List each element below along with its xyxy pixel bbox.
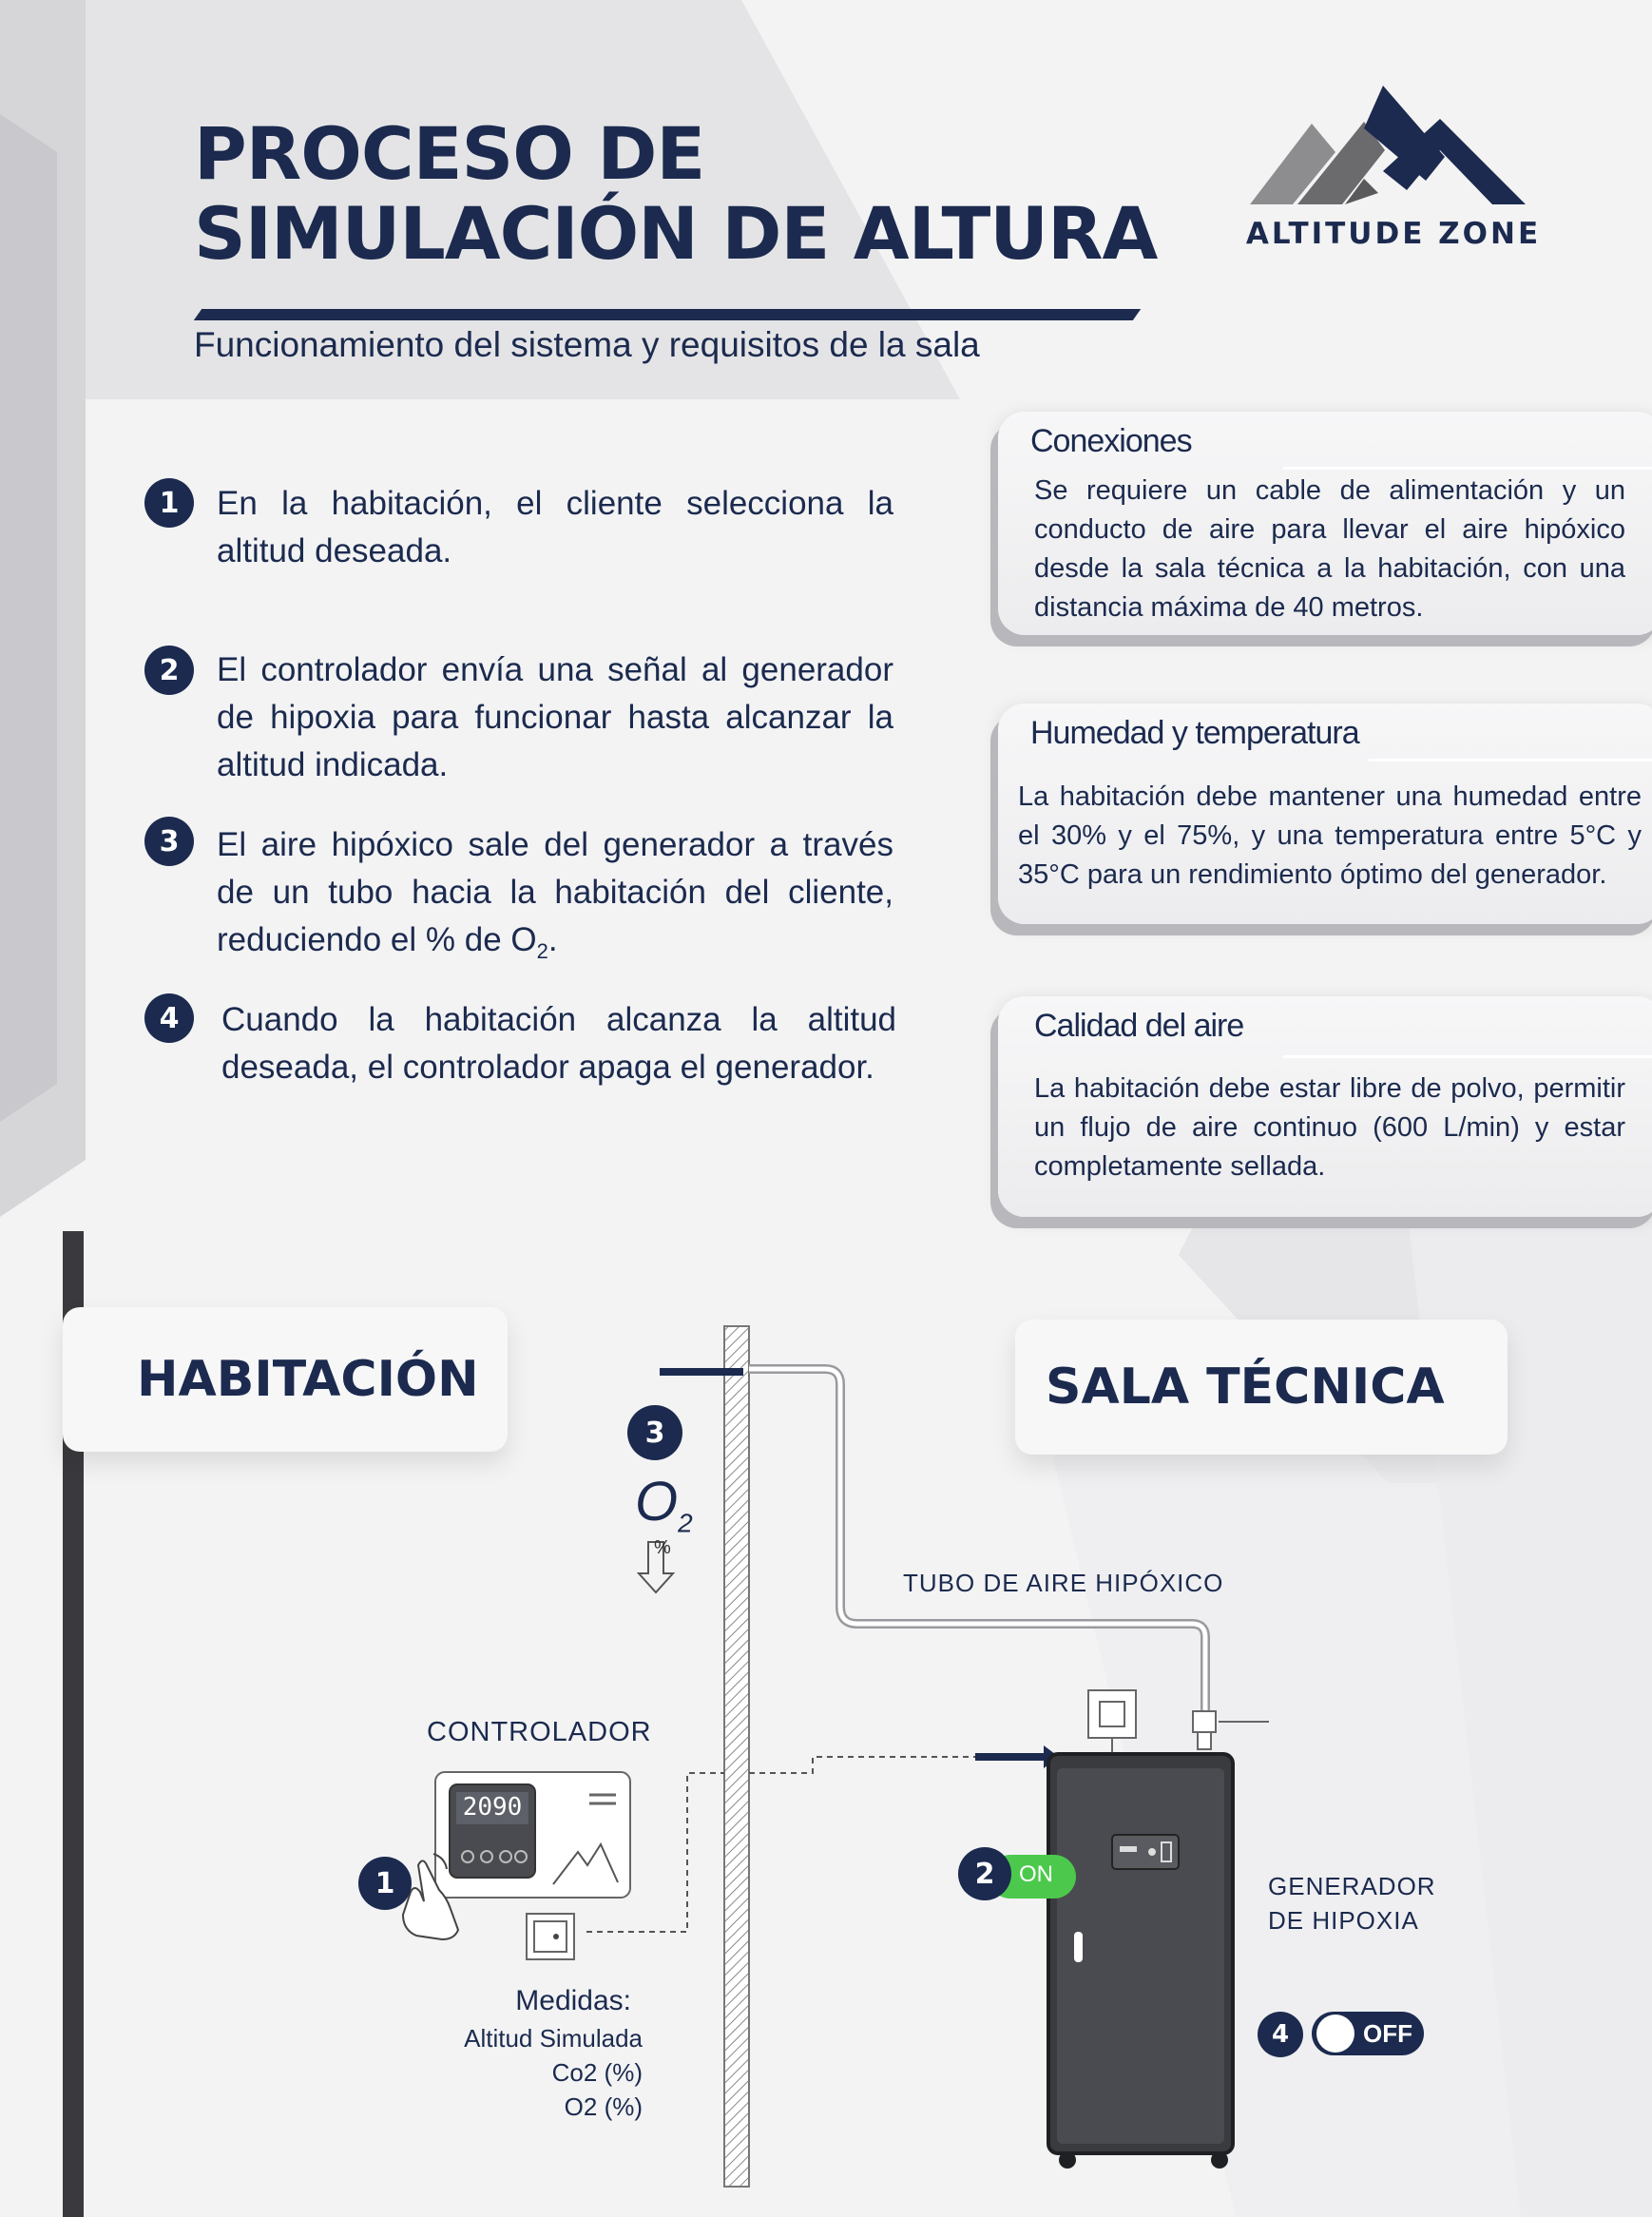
tube-connector — [1193, 1711, 1216, 1732]
step-1-text: En la habitación, el cliente selecciona la altitud deseada. — [217, 485, 893, 569]
wall — [724, 1326, 749, 2187]
room-label: HABITACIÓN — [137, 1351, 479, 1408]
card-title: Conexiones — [1030, 423, 1192, 459]
card-text: La habitación debe estar libre de polvo, permitir un flujo de aire continuo (600 L/min) y estar completamente sellada. — [1034, 1073, 1625, 1182]
signal-line-tech — [749, 1757, 979, 1773]
generator-label-line-2: DE HIPOXIA — [1268, 1906, 1419, 1935]
controller-display: 2090 — [462, 1793, 523, 1822]
measures-list — [380, 2021, 643, 2124]
off-label: OFF — [1363, 2019, 1412, 2048]
step-1-badge: 1 — [144, 478, 194, 528]
card-title: Calidad del aire — [1034, 1008, 1244, 1044]
tube-label: TUBO DE AIRE HIPÓXICO — [903, 1569, 1224, 1597]
step-3-subscript: 2 — [536, 939, 548, 963]
title-line-1: PROCESO DE — [194, 111, 705, 196]
step-2-badge: 2 — [144, 646, 194, 695]
step-2-text: El controlador envía una señal al generador de hipoxia para funcionar hasta alcanzar la altitud indicada. — [217, 651, 893, 783]
title-line-2: SIMULACIÓN DE ALTURA — [194, 191, 1158, 276]
measure-o2: O2 (%) — [564, 2092, 643, 2121]
generator-label-line-1: GENERADOR — [1268, 1872, 1436, 1900]
sensor-box — [1088, 1690, 1136, 1738]
diagram-badge-4: 4 — [1258, 2012, 1303, 2057]
diagram-badge-2: 2 — [958, 1847, 1011, 1900]
tech-room-label: SALA TÉCNICA — [1046, 1359, 1445, 1416]
step-4-badge: 4 — [144, 993, 194, 1043]
controller-label: CONTROLADOR — [427, 1717, 652, 1747]
air-tube — [749, 1369, 1205, 1711]
measure-altitude: Altitud Simulada — [464, 2024, 643, 2053]
percent-icon: % — [654, 1537, 671, 1558]
o2-subscript: 2 — [678, 1508, 693, 1538]
page-subtitle: Funcionamiento del sistema y requisitos de la sala — [194, 325, 980, 364]
step-3-text-end: . — [547, 921, 558, 958]
on-label: ON — [1019, 1861, 1053, 1887]
generator-handle — [1074, 1932, 1083, 1962]
o2-symbol — [635, 1470, 693, 1539]
diagram-badge-1: 1 — [358, 1857, 412, 1910]
card-title: Humedad y temperatura — [1030, 715, 1359, 751]
diagram-badge-3: 3 — [627, 1405, 682, 1460]
measures-title: Medidas: — [515, 1985, 631, 2016]
brand-name: ALTITUDE ZONE — [1245, 217, 1542, 251]
o2-letter: O — [635, 1471, 679, 1533]
step-3-text-main: El aire hipóxico sale del generador a través de un tubo hacia la habitación del cliente, reduciendo el % de O — [217, 826, 893, 958]
card-text: Se requiere un cable de alimentación y un conducto de aire para llevar el aire hipóxico desde la sala técnica a la habitación, con una distancia máxima de 40 metros. — [1034, 475, 1625, 623]
generator-label — [1268, 1869, 1436, 1937]
measure-co2: Co2 (%) — [551, 2058, 643, 2087]
card-text: La habitación debe mantener una humedad entre el 30% y el 75%, y una temperatura entre 5°C y 35°C para un rendimiento óptimo del generador. — [1018, 781, 1642, 890]
step-3-badge: 3 — [144, 817, 194, 866]
step-4-text: Cuando la habitación alcanza la altitud deseada, el controlador apaga el generador. — [221, 1001, 896, 1086]
